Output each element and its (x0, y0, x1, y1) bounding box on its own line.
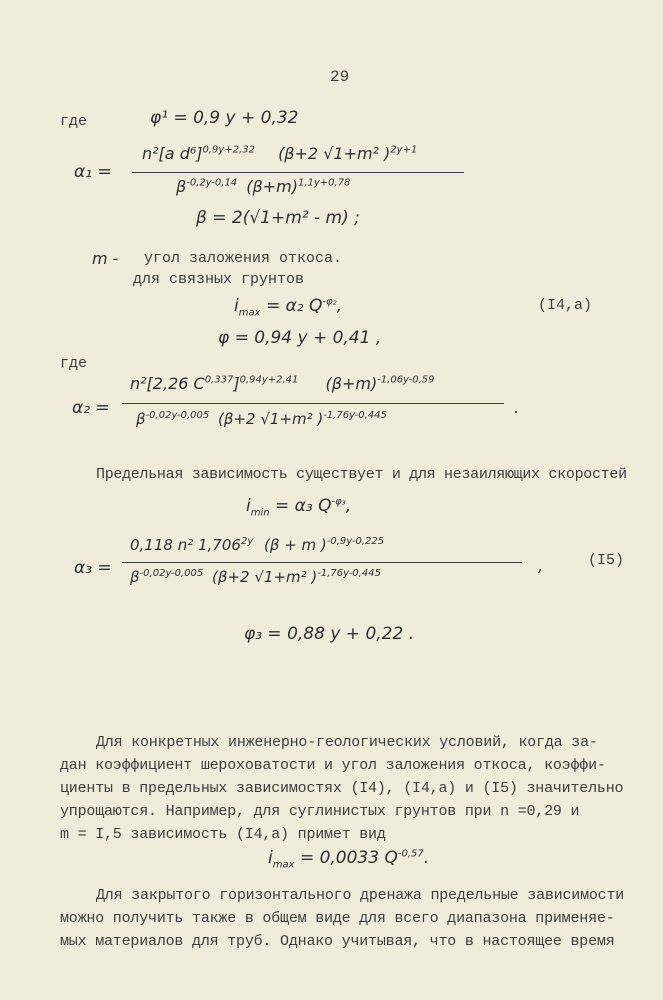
m-description: угол заложения откоса. (144, 250, 343, 267)
paragraph-2-line: можно получить также в общем виде для всего диапазона применяе- (60, 910, 615, 927)
paragraph-2-line: мых материалов для труб. Однако учитывая, что в настоящее время (60, 933, 615, 950)
formula-beta: β = 2(√1+m² - m) ; (196, 208, 360, 228)
formula-alpha2-denominator: $\beta^{-0,02y-0,005}$ (β+2 √1+m² )$^{-1,76y-0,445}$ (136, 410, 387, 428)
fraction-bar-alpha1 (132, 172, 464, 173)
coherent-soils-label: для связных грунтов (133, 271, 305, 288)
formula-alpha3-lhs: α₃ = (74, 558, 112, 578)
formula-imax: $i_{max} = \alpha_2$ $Q^{-\varphi_2}$, (234, 296, 343, 319)
paragraph-1-line: m = I,5 зависимость (I4,а) примет вид (60, 826, 386, 843)
paragraph-1-line: дан коэффициент шероховатости и угол заложения откоса, коэффи- (60, 757, 606, 774)
equation-label-15: (I5) (588, 552, 625, 569)
formula-alpha1-denominator: $\beta^{-0,2y-0,14}$ $(\beta+m)^{1,1y+0,78}$ (176, 177, 351, 196)
formula-alpha1-lhs: α₁ = (74, 162, 112, 182)
paragraph-1 (60, 731, 644, 846)
fraction-bar-alpha2 (122, 403, 504, 404)
formula-alpha3-numerator: 0,118 n² $1,706^{2y}$ (β + m )$^{-0,9y-0,225}$ (130, 536, 385, 554)
formula-alpha2-lhs: α₂ = (72, 398, 110, 418)
formula-phi3: φ₃ = 0,88 y + 0,22 . (244, 624, 415, 644)
paragraph-1-line: упрощаются. Например, для суглинистых грунтов при n =0,29 и (60, 803, 580, 820)
formula-alpha1-numerator: n²[a d⁶]$^{0,9y+2,32}$ (β+2 √1+m² )$^{2y+1}$ (142, 144, 418, 163)
paragraph-2-line: Для закрытого горизонтального дренажа предельные зависимости (96, 887, 625, 904)
formula-alpha2-numerator: n²[2,26 C$^{0,337}$]$^{0,94y+2,41}$ $(\beta+m)^{-1,06y-0,59}$ (130, 374, 435, 393)
formula-phi-prime: φ¹ = 0,9 y + 0,32 (150, 108, 299, 128)
formula-alpha3-denominator: $\beta^{-0,02y-0,005}$ (β+2 √1+m² )$^{-1,76y-0,445}$ (130, 568, 381, 586)
page-number: 29 (330, 68, 350, 86)
formula-imax-numeric: $i_{max} = 0,0033$ $Q^{-0,57}$. (268, 848, 430, 871)
fraction-bar-alpha3 (122, 562, 522, 563)
paragraph-1-line: циенты в предельных зависимостях (I4), (I4,а) и (I5) значительно (60, 780, 624, 797)
alpha2-period: . (514, 398, 520, 417)
limit-dependence-text: Предельная зависимость существует и для незаиляющих скоростей (96, 466, 627, 483)
paragraph-2 (60, 884, 644, 953)
equation-label-14a: (I4,а) (538, 297, 593, 314)
where-label-1: где (60, 113, 88, 130)
m-letter: m - (92, 249, 119, 268)
alpha3-comma: , (538, 556, 544, 575)
paragraph-1-line: Для конкретных инженерно-геологических условий, когда за- (96, 734, 598, 751)
where-label-2: где (60, 355, 88, 372)
formula-imin: $i_{min} = \alpha_3$ $Q^{-\varphi_3}$, (246, 496, 352, 519)
formula-phi2: φ = 0,94 y + 0,41 , (218, 328, 382, 348)
